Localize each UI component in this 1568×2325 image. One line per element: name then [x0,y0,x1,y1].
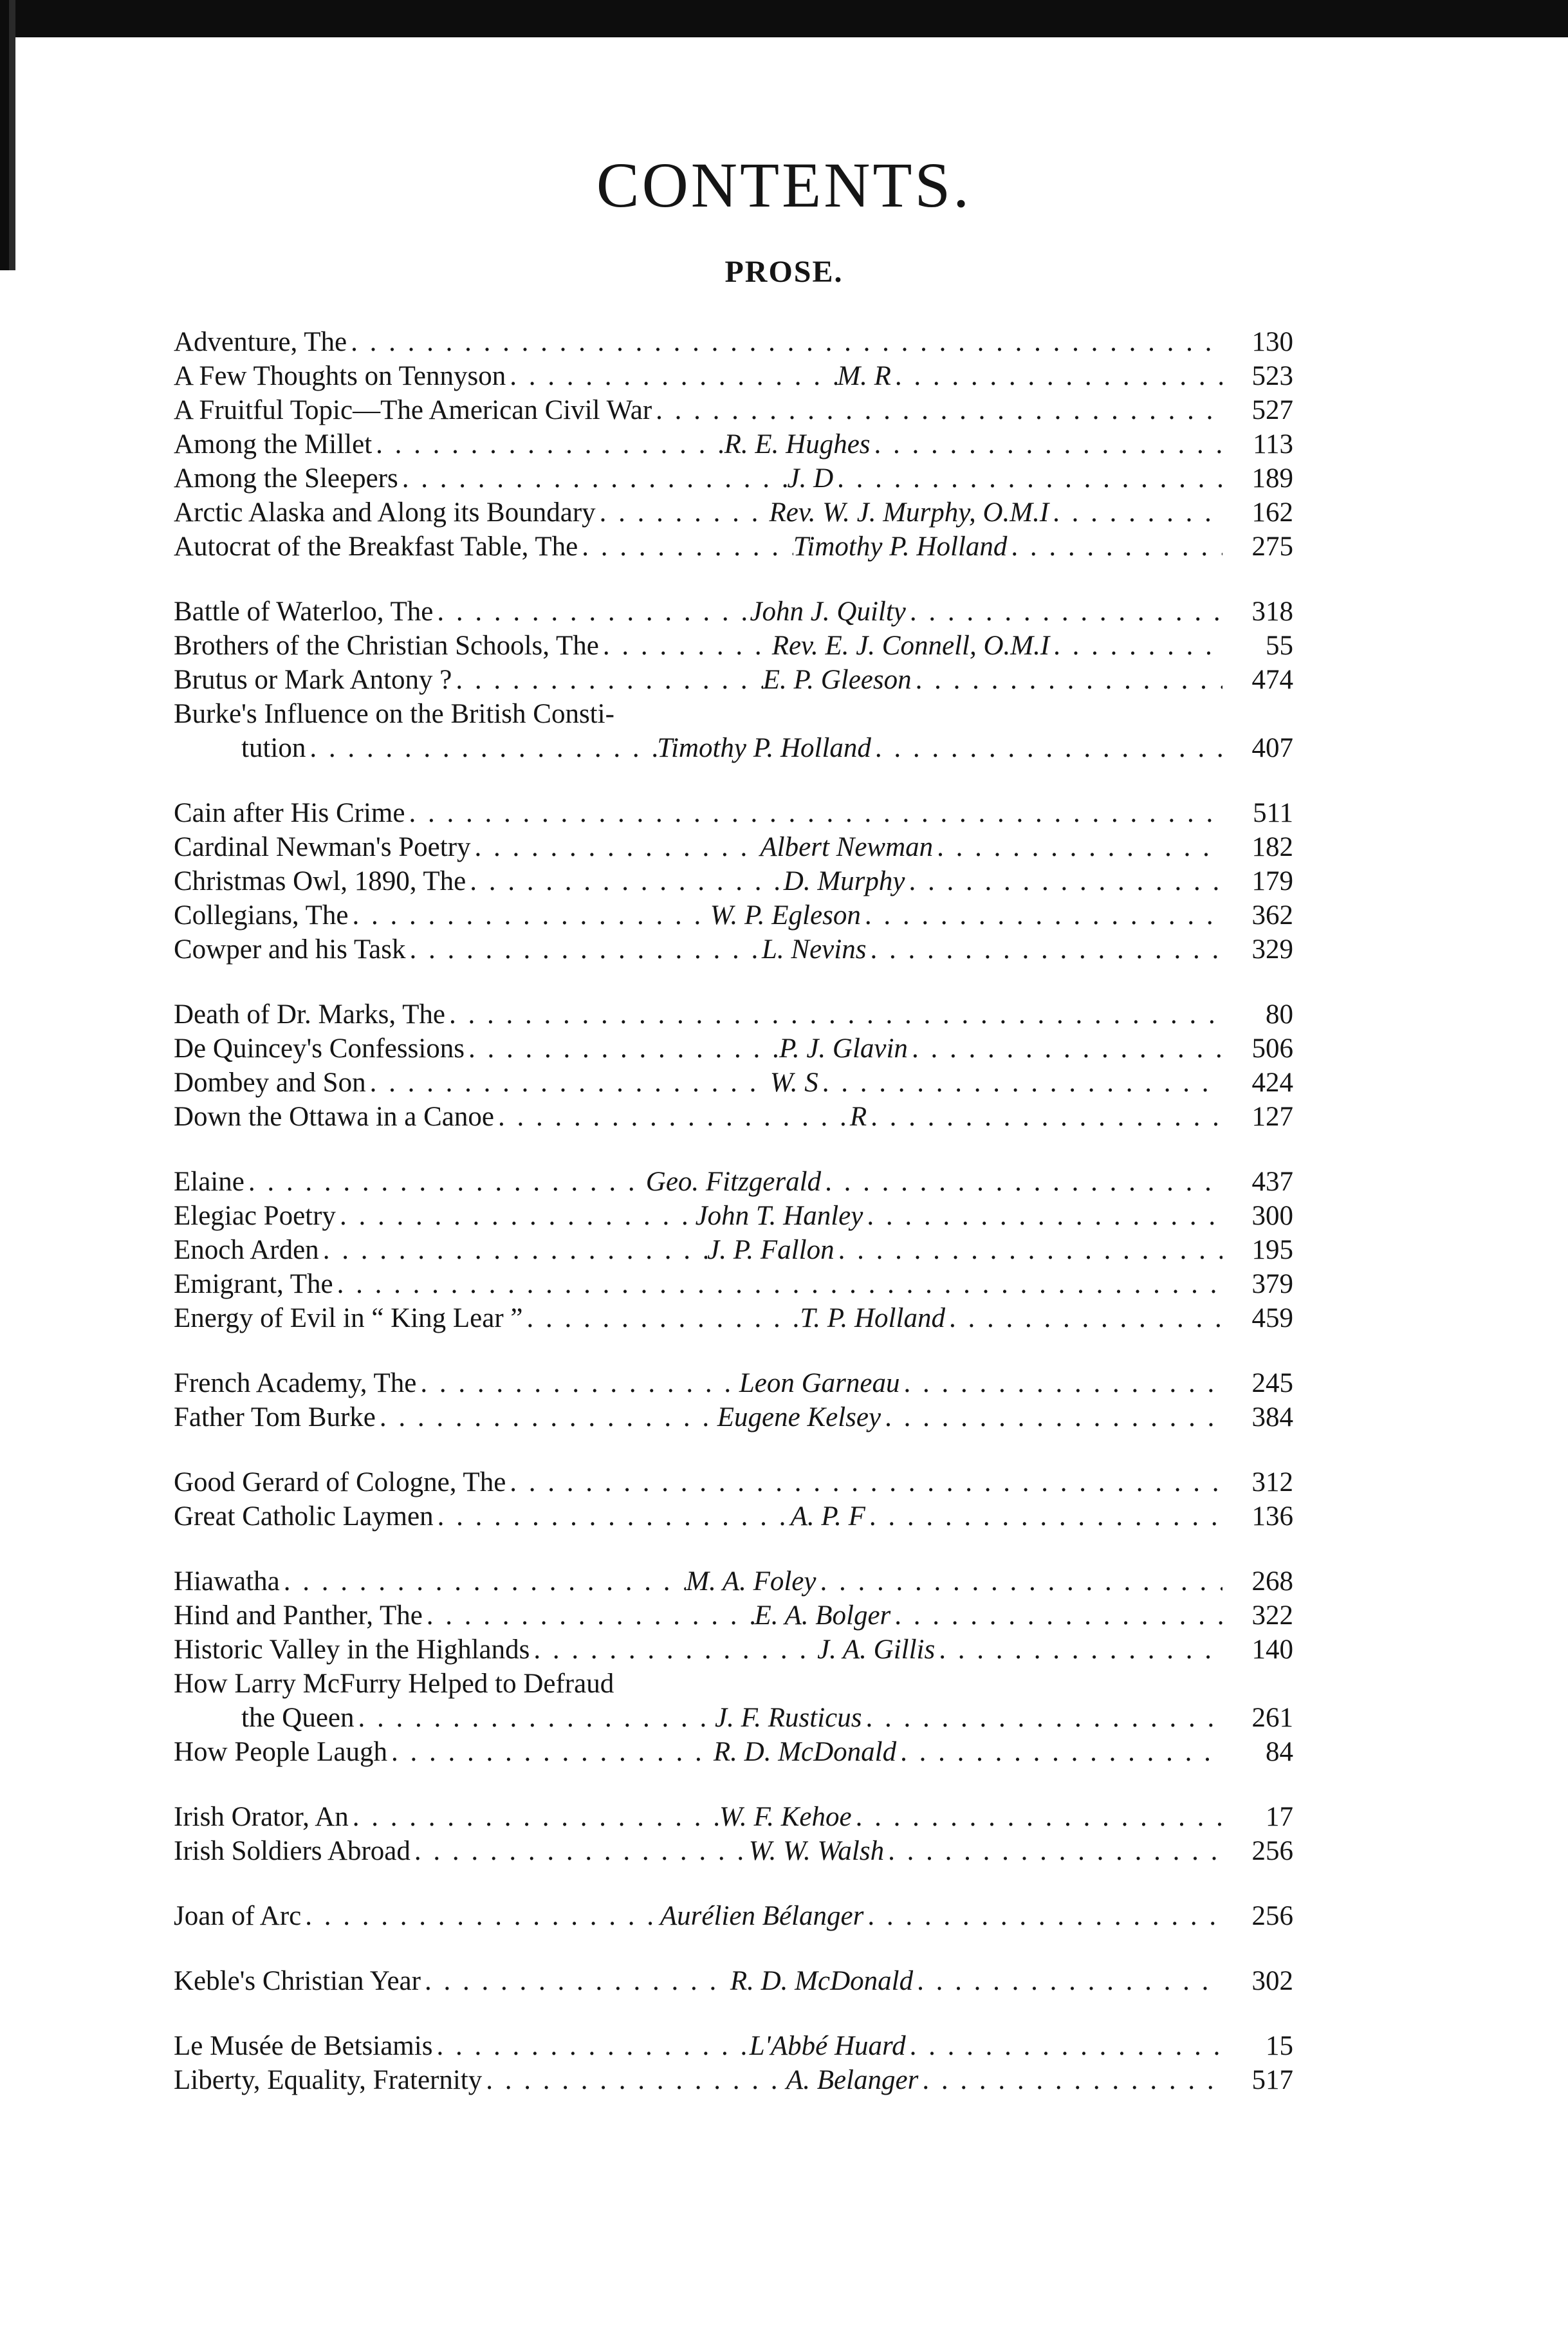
dot-leader [416,1366,739,1400]
dot-leader [349,1800,719,1834]
dot-leader [421,1964,730,1998]
toc-group [174,1366,1293,1434]
entry-page-number: 162 [1251,497,1293,528]
entry-title: tution [241,733,306,763]
entry-author: L. Nevins [762,934,867,965]
entry-title: the Queen [241,1703,355,1733]
toc-entry [174,731,1293,765]
toc-entry [174,1233,1293,1267]
section-heading: PROSE. [724,255,844,289]
toc-entry [174,1301,1293,1335]
entry-author: Albert Newman [760,832,934,862]
toc-group [174,1800,1293,1868]
entry-page-number: 15 [1266,2031,1293,2061]
dot-leader [578,530,793,564]
dot-leader [349,898,710,932]
entry-title: How Larry McFurry Helped to Defraud [174,1669,614,1699]
toc-group [174,1165,1293,1335]
dot-leader [1049,629,1222,663]
entry-page-number: 527 [1251,395,1293,425]
dot-leader [818,1066,1222,1100]
entry-title: Death of Dr. Marks, The [174,999,445,1030]
dot-leader [432,2029,749,2063]
dot-leader [866,932,1222,967]
entry-author: R [849,1102,867,1132]
entry-title: Cain after His Crime [174,798,405,828]
dot-leader [871,427,1222,461]
entry-page-number: 17 [1266,1802,1293,1832]
toc-entry [174,1199,1293,1233]
dot-leader [899,1366,1222,1400]
dot-leader [398,461,788,496]
dot-leader [1049,496,1222,530]
dot-leader [410,1834,749,1868]
entry-page-number: 379 [1251,1269,1293,1299]
entry-author: E. A. Bolger [754,1600,891,1631]
toc-entry [174,1032,1293,1066]
entry-title: How People Laugh [174,1737,387,1767]
entry-page-number: 318 [1251,597,1293,627]
dot-leader [347,325,1222,359]
toc-entry [174,530,1293,564]
dot-leader [530,1633,817,1667]
toc-entry [174,1066,1293,1100]
dot-leader [865,1499,1222,1533]
dot-leader [319,1233,707,1267]
toc-entry [174,496,1293,530]
dot-leader [852,1800,1222,1834]
toc-entry [174,1598,1293,1633]
entry-title: Cowper and his Task [174,934,406,965]
entry-page-number: 312 [1251,1467,1293,1497]
dot-leader [833,461,1222,496]
entry-page-number: 459 [1251,1303,1293,1333]
dot-leader [906,595,1222,629]
dot-leader [912,663,1222,697]
entry-author: Eugene Kelsey [717,1402,881,1432]
toc-group [174,1899,1293,1933]
dot-leader [835,1233,1222,1267]
dot-leader [376,1400,717,1434]
toc-entry [174,1465,1293,1499]
entry-page-number: 80 [1266,999,1293,1030]
entry-page-number: 511 [1253,798,1293,828]
toc-entry [174,1735,1293,1769]
toc-entry [174,2029,1293,2063]
dot-leader [861,898,1222,932]
dot-leader [482,2063,786,2097]
entry-page-number: 506 [1251,1033,1293,1064]
entry-author: W. P. Egleson [710,900,861,931]
dot-leader [445,997,1222,1032]
toc-entry [174,2063,1293,2097]
dot-leader [333,1267,1222,1301]
entry-page-number: 424 [1251,1068,1293,1098]
entry-page-number: 268 [1251,1566,1293,1597]
toc-entry [174,1400,1293,1434]
toc-entry [174,325,1293,359]
toc-group [174,1465,1293,1533]
entry-title: A Few Thoughts on Tennyson [174,361,506,391]
entry-title: Energy of Evil in “ King Lear ” [174,1303,523,1333]
entry-author: R. E. Hughes [724,429,871,459]
dot-leader [506,359,837,393]
toc-entry [174,1834,1293,1868]
toc-entry [174,898,1293,932]
entry-title: Down the Ottawa in a Canoe [174,1102,494,1132]
dot-leader [405,796,1222,830]
dot-leader [523,1301,800,1335]
dot-leader [905,864,1222,898]
entry-title: Among the Millet [174,429,373,459]
toc-group [174,1964,1293,1998]
entry-author: J. A. Gillis [817,1635,936,1665]
entry-page-number: 302 [1251,1966,1293,1996]
dot-leader [935,1633,1222,1667]
entry-title: Collegians, The [174,900,349,931]
toc-entry [174,830,1293,864]
entry-title: Liberty, Equality, Fraternity [174,2065,483,2095]
dot-leader [933,830,1222,864]
entry-page-number: 523 [1251,361,1293,391]
entry-page-number: 256 [1251,1836,1293,1866]
entry-page-number: 84 [1265,1737,1293,1767]
dot-leader [433,595,750,629]
dot-leader [596,496,770,530]
entry-title: Elaine [174,1167,244,1197]
entry-title: Le Musée de Betsiamis [174,2031,433,2061]
entry-title: Hind and Panther, The [174,1600,423,1631]
entry-title: Father Tom Burke [174,1402,376,1432]
entry-title: Historic Valley in the Highlands [174,1635,530,1665]
entry-page-number: 517 [1251,2065,1293,2095]
dot-leader [599,629,772,663]
dot-leader [896,1735,1222,1769]
entry-title: Emigrant, The [174,1269,333,1299]
entry-title: Christmas Owl, 1890, The [174,866,466,896]
dot-leader [881,1400,1222,1434]
entry-page-number: 189 [1251,463,1293,494]
dot-leader [908,1032,1222,1066]
entry-author: J. F. Rusticus [714,1703,862,1733]
entry-page-number: 179 [1251,866,1293,896]
entry-author: Timothy P. Holland [657,733,871,763]
table-of-contents [174,325,1293,2128]
dot-leader [336,1199,696,1233]
entry-title: Dombey and Son [174,1068,366,1098]
dot-leader [366,1066,770,1100]
dot-leader [471,830,761,864]
entry-author: W. W. Walsh [748,1836,885,1866]
toc-entry [174,393,1293,427]
entry-author: A. P. F [790,1501,865,1532]
entry-author: John T. Hanley [695,1201,863,1231]
entry-author: P. J. Glavin [779,1033,908,1064]
entry-author: J. P. Fallon [707,1235,835,1265]
entry-page-number: 140 [1251,1635,1293,1665]
entry-page-number: 195 [1251,1235,1293,1265]
entry-page-number: 407 [1251,733,1293,763]
entry-page-number: 362 [1251,900,1293,931]
entry-title: French Academy, The [174,1368,417,1398]
entry-page-number: 245 [1251,1368,1293,1398]
entry-title: Brutus or Mark Antony ? [174,665,452,695]
toc-group [174,2029,1293,2097]
dot-leader [301,1899,660,1933]
entry-title: Elegiac Poetry [174,1201,336,1231]
entry-page-number: 384 [1251,1402,1293,1432]
entry-title: Good Gerard of Cologne, The [174,1467,506,1497]
toc-entry [174,663,1293,697]
dot-leader [652,393,1222,427]
page-title: CONTENTS. [596,149,972,221]
dot-leader [816,1564,1222,1598]
entry-author: M. A. Foley [686,1566,816,1597]
toc-group [174,595,1293,765]
toc-entry [174,1701,1293,1735]
dot-leader [465,1032,779,1066]
toc-entry [174,1100,1293,1134]
toc-entry [174,1633,1293,1667]
toc-entry [174,932,1293,967]
entry-page-number: 55 [1266,631,1293,661]
entry-page-number: 113 [1253,429,1293,459]
toc-entry [174,1964,1293,1998]
dot-leader [891,359,1222,393]
entry-title: Arctic Alaska and Along its Boundary [174,497,596,528]
entry-title: A Fruitful Topic—The American Civil War [174,395,652,425]
entry-title: Joan of Arc [174,1901,302,1931]
entry-page-number: 300 [1251,1201,1293,1231]
entry-author: R. D. McDonald [713,1737,897,1767]
dot-leader [863,1899,1222,1933]
entry-page-number: 437 [1251,1167,1293,1197]
dot-leader [863,1199,1222,1233]
entry-page-number: 322 [1251,1600,1293,1631]
toc-entry [174,359,1293,393]
entry-title: Enoch Arden [174,1235,319,1265]
dot-leader [862,1701,1222,1735]
toc-entry [174,1267,1293,1301]
toc-entry [174,1800,1293,1834]
entry-author: J. D [787,463,834,494]
dot-leader [871,731,1222,765]
dot-leader [913,1964,1222,1998]
entry-author: T. P. Holland [800,1303,945,1333]
dot-leader [452,663,762,697]
entry-title: Autocrat of the Breakfast Table, The [174,532,578,562]
entry-author: W. S [770,1068,818,1098]
toc-entry [174,1499,1293,1533]
entry-title: Among the Sleepers [174,463,398,494]
dot-leader [280,1564,687,1598]
toc-entry [174,796,1293,830]
toc-group [174,1564,1293,1769]
entry-page-number: 329 [1251,934,1293,965]
toc-entry [174,1165,1293,1199]
dot-leader [405,932,762,967]
toc-group [174,325,1293,564]
toc-entry [174,997,1293,1032]
entry-author: M. R [837,361,891,391]
dot-leader [387,1735,714,1769]
entry-title: Brothers of the Christian Schools, The [174,631,599,661]
dot-leader [890,1598,1222,1633]
entry-author: E. P. Gleeson [762,665,912,695]
dot-leader [423,1598,755,1633]
dot-leader [945,1301,1222,1335]
toc-entry [174,461,1293,496]
toc-group [174,796,1293,967]
dot-leader [494,1100,850,1134]
entry-title: De Quincey's Confessions [174,1033,465,1064]
dot-leader [867,1100,1222,1134]
entry-author: Aurélien Bélanger [659,1901,864,1931]
entry-page-number: 127 [1251,1102,1293,1132]
toc-entry [174,1667,1293,1701]
dot-leader [918,2063,1222,2097]
toc-entry [174,1366,1293,1400]
dot-leader [906,2029,1222,2063]
entry-author: Timothy P. Holland [793,532,1008,562]
entry-author: Geo. Fitzgerald [645,1167,822,1197]
entry-page-number: 130 [1251,327,1293,357]
entry-page-number: 182 [1251,832,1293,862]
entry-author: Rev. W. J. Murphy, O.M.I [769,497,1049,528]
entry-author: Rev. E. J. Connell, O.M.I [771,631,1050,661]
entry-title: Battle of Waterloo, The [174,597,434,627]
entry-page-number: 136 [1251,1501,1293,1532]
toc-entry [174,697,1293,731]
dot-leader [466,864,784,898]
entry-author: W. F. Kehoe [719,1802,852,1832]
toc-entry [174,864,1293,898]
toc-entry [174,1899,1293,1933]
toc-group [174,997,1293,1134]
entry-author: L'Abbé Huard [749,2031,906,2061]
entry-title: Keble's Christian Year [174,1966,421,1996]
entry-author: A. Belanger [786,2065,919,2095]
toc-entry [174,595,1293,629]
dot-leader [506,1465,1222,1499]
toc-entry [174,629,1293,663]
entry-title: Irish Orator, An [174,1802,349,1832]
dot-leader [372,427,724,461]
entry-author: R. D. McDonald [730,1966,914,1996]
page-top-edge [0,0,1568,37]
entry-page-number: 275 [1251,532,1294,562]
entry-author: D. Murphy [783,866,905,896]
toc-entry [174,427,1293,461]
dot-leader [244,1165,646,1199]
dot-leader [884,1834,1222,1868]
entry-page-number: 261 [1251,1703,1293,1733]
dot-leader [821,1165,1222,1199]
dot-leader [355,1701,715,1735]
entry-title: Irish Soldiers Abroad [174,1836,410,1866]
entry-author: John J. Quilty [750,597,906,627]
page-left-edge [0,0,27,270]
entry-title: Hiawatha [174,1566,280,1597]
dot-leader [434,1499,791,1533]
toc-entry [174,1564,1293,1598]
entry-title: Burke's Influence on the British Consti- [174,699,614,729]
dot-leader [1007,530,1222,564]
entry-title: Cardinal Newman's Poetry [174,832,471,862]
entry-title: Adventure, The [174,327,347,357]
entry-page-number: 474 [1251,665,1293,695]
entry-title: Great Catholic Laymen [174,1501,434,1532]
entry-page-number: 256 [1251,1901,1293,1931]
dot-leader [306,731,657,765]
entry-author: Leon Garneau [739,1368,900,1398]
